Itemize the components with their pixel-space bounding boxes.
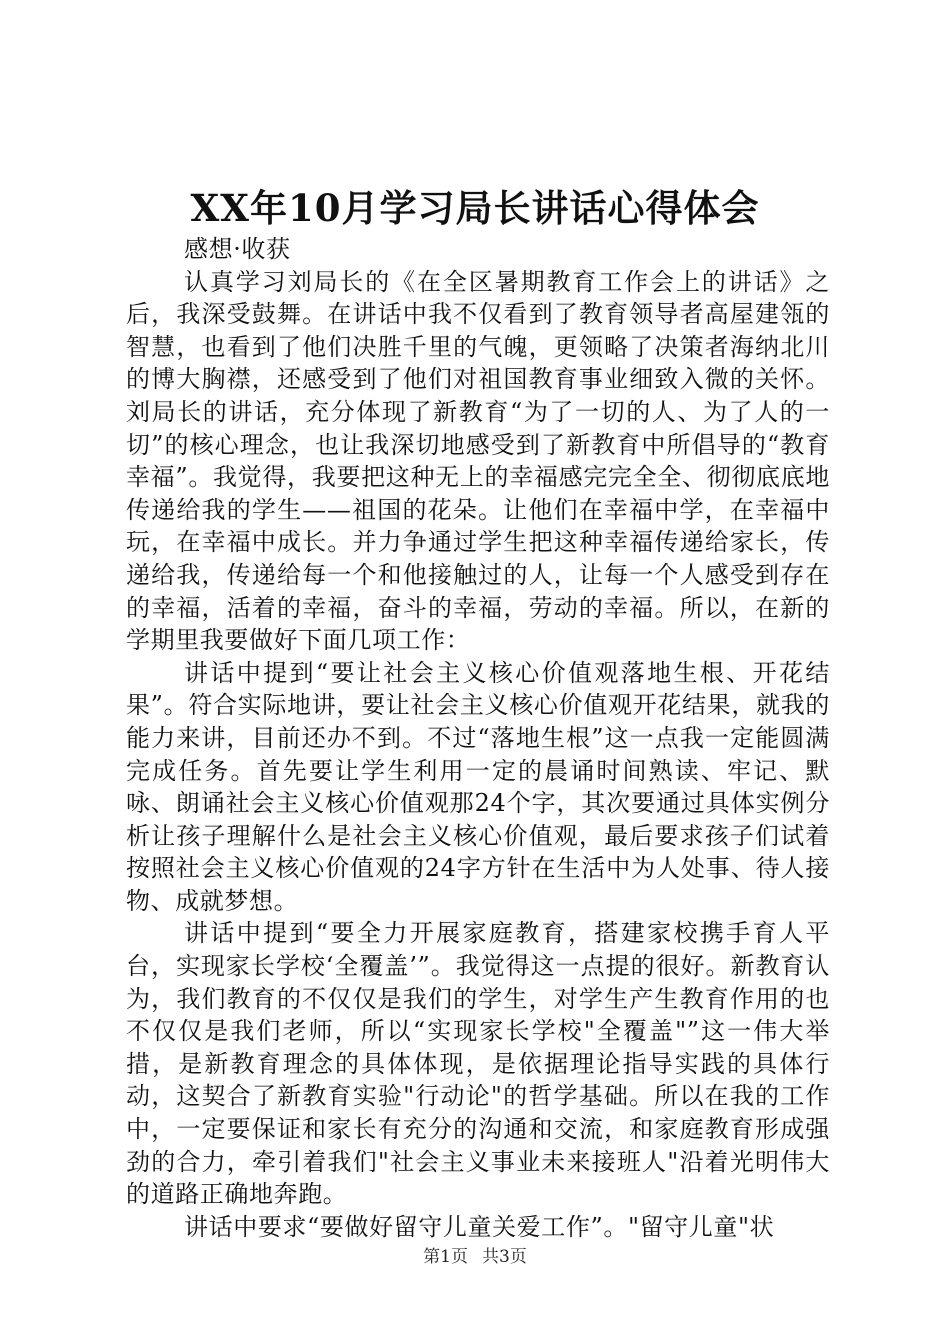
page-footer <box>0 1242 950 1267</box>
document-title: XX年10月学习局长讲话心得体会 <box>190 186 760 230</box>
paragraph-2: 讲话中提到“要让社会主义核心价值观落地生根、开花结果”。符合实际地讲，要让社会主义核心价值观开花结果，就我的能力来讲，目前还办不到。不过“落地生根”这一点我一定能圆满完成任务。首先要让学生利用一定的晨诵时间熟读、牢记、默咏、朗诵社会主义核心价值观那24个字，其次要通过具体实例分析让孩子理解什么是社会主义核心价值观，最后要求孩子们试着按照社会主义核心价值观的24字方针在生活中为人处事、待人接物、成就梦想。 <box>126 658 830 915</box>
paragraph-1: 认真学习刘局长的《在全区暑期教育工作会上的讲话》之后，我深受鼓舞。在讲话中我不仅看到了教育领导者高屋建瓴的智慧，也看到了他们决胜千里的气魄，更领略了决策者海纳北川的博大胸襟，还感受到了他们对祖国教育事业细致入微的关怀。刘局长的讲话，充分体现了新教育“为了一切的人、为了人的一切”的核心理念，也让我深切地感受到了新教育中所倡导的“教育幸福”。我觉得，我要把这种无上的幸福感完完全全、彻彻底底地传递给我的学生——祖国的花朵。让他们在幸福中学，在幸福中玩，在幸福中成长。并力争通过学生把这种幸福传递给家长，传递给我，传递给每一个和他接触过的人，让每一个人感受到存在的幸福，活着的幸福，奋斗的幸福，劳动的幸福。所以，在新的学期里我要做好下面几项工作： <box>126 267 830 655</box>
paragraph-3: 讲话中提到“要全力开展家庭教育，搭建家校携手育人平台，实现家长学校‘全覆盖’”。我觉得这一点提的很好。新教育认为，我们教育的不仅仅是我们的学生，对学生产生教育作用的也不仅仅是我们老师，所以“实现家长学校"全覆盖"”这一伟大举措，是新教育理念的具体体现，是依据理论指导实践的具体行动，这契合了新教育实验"行动论"的哲学基础。所以在我的工作中，一定要保证和家长有充分的沟通和交流，和家庭教育形成强劲的合力，牵引着我们"社会主义事业未来接班人"沿着光明伟大的道路正确地奔跑。 <box>126 919 830 1209</box>
document-subtitle: 感想·收获 <box>184 235 291 263</box>
paragraph-4: 讲话中要求“要做好留守儿童关爱工作”。"留守儿童"状 <box>184 1212 775 1241</box>
document-body <box>126 233 830 1243</box>
page-total: 共3页 <box>482 1247 527 1267</box>
page-number: 第1页 <box>423 1247 468 1267</box>
